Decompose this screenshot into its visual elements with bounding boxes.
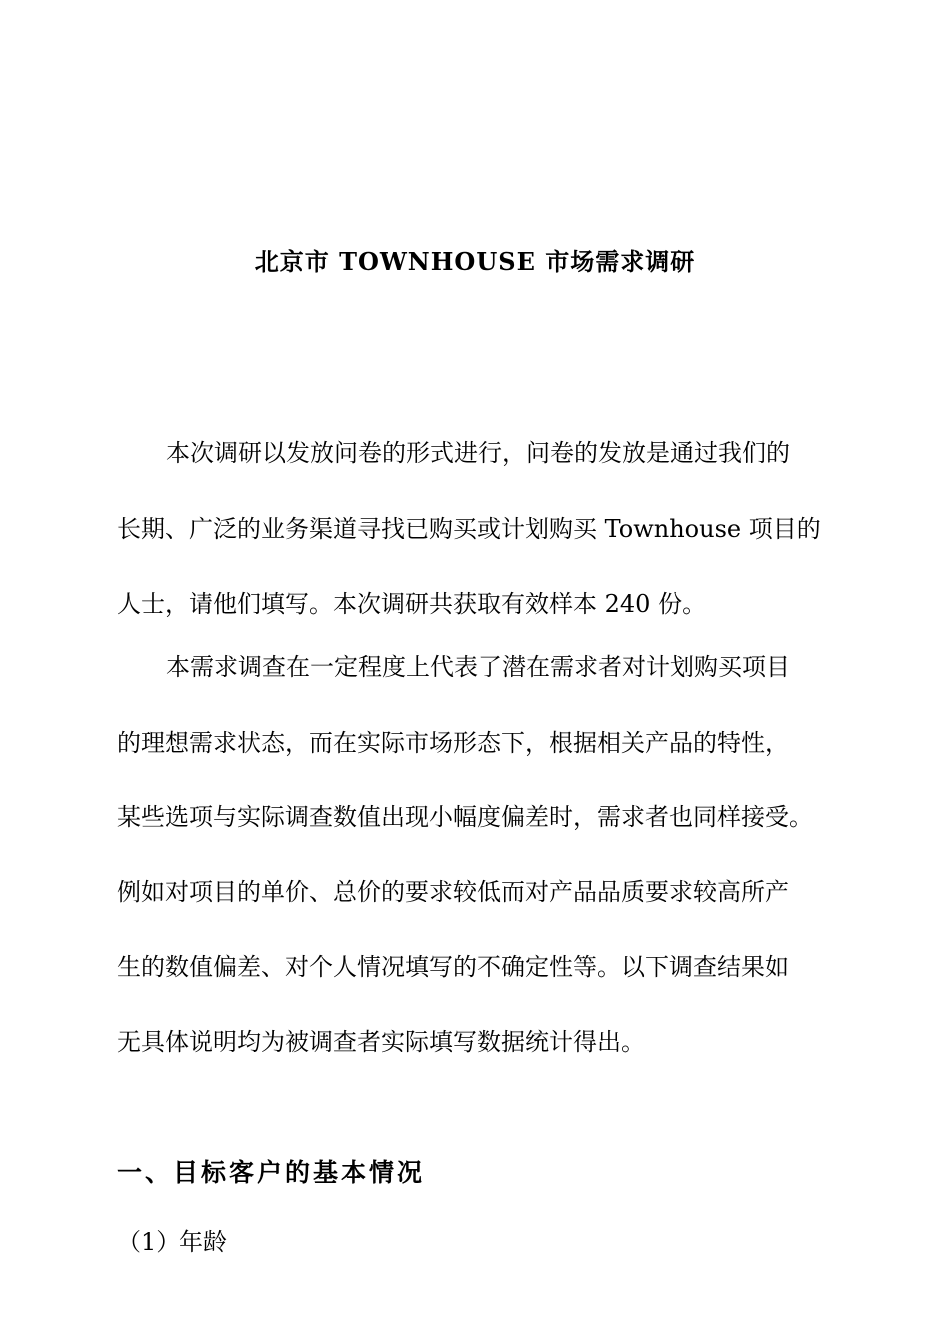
paragraph-1-line-3: 人士，请他们填写。本次调研共获取有效样本 240 份。 [117, 590, 707, 618]
paragraph-2-line-3: 某些选项与实际调查数值出现小幅度偏差时，需求者也同样接受。 [117, 803, 813, 831]
paragraph-2-line-4: 例如对项目的单价、总价的要求较低而对产品品质要求较高所产 [117, 878, 789, 906]
subsection-label: 年龄 [179, 1228, 227, 1256]
paragraph-1-line-1: 本次调研以发放问卷的形式进行，问卷的发放是通过我们的 [166, 439, 790, 467]
paragraph-2-line-6: 无具体说明均为被调查者实际填写数据统计得出。 [117, 1028, 645, 1056]
section-heading: 一、目标客户的基本情况 [117, 1158, 426, 1187]
paragraph-2-line-5: 生的数值偏差、对个人情况填写的不确定性等。以下调查结果如 [117, 953, 789, 981]
paragraph-2-line-1: 本需求调查在一定程度上代表了潜在需求者对计划购买项目 [166, 653, 790, 681]
document-title: 北京市 TOWNHOUSE 市场需求调研 [254, 247, 696, 276]
subsection-heading [117, 1222, 227, 1257]
paragraph-2-line-2: 的理想需求状态，而在实际市场形态下，根据相关产品的特性， [117, 729, 789, 757]
paragraph-1-line-2: 长期、广泛的业务渠道寻找已购买或计划购买 Townhouse 项目的 [117, 515, 821, 543]
subsection-number: （1） [117, 1228, 181, 1256]
